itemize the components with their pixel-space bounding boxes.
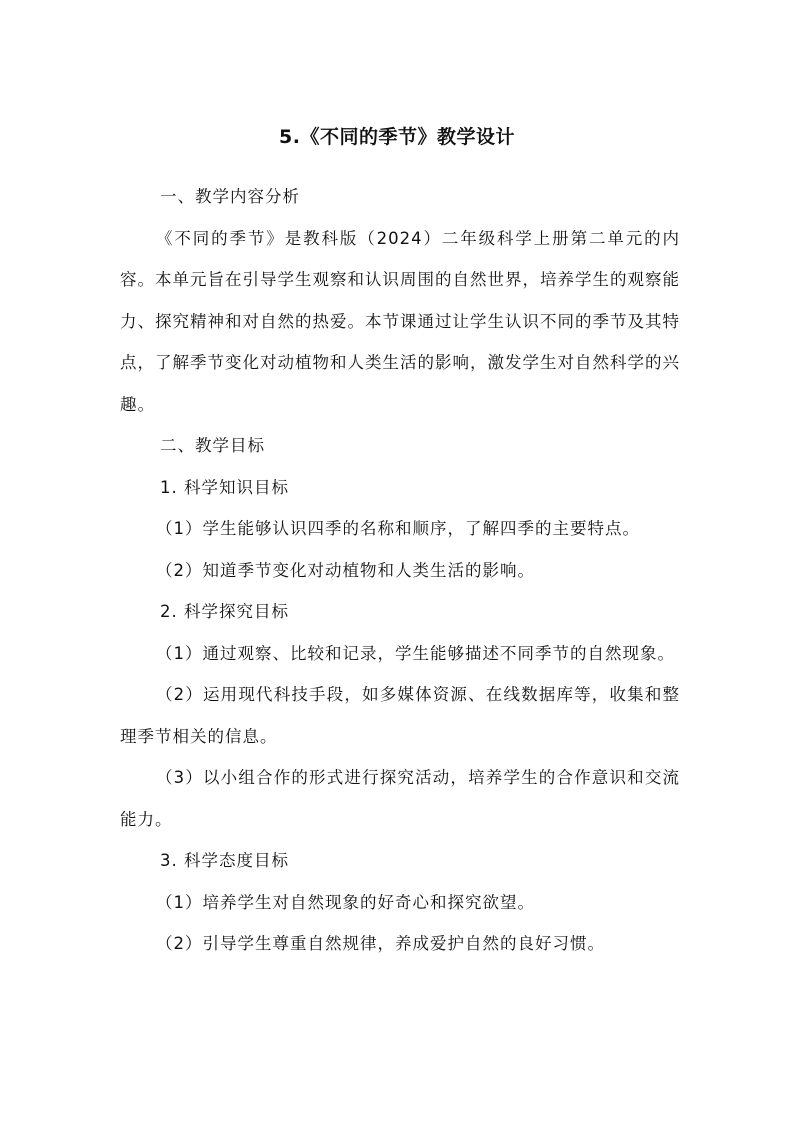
list-item-inquiry-2: （2）运用现代科技手段，如多媒体资源、在线数据库等，收集和整理季节相关的信息。: [120, 685, 680, 746]
list-item-knowledge-1: （1）学生能够认识四季的名称和顺序，了解四季的主要特点。: [156, 519, 640, 538]
paragraph-content-analysis: 《不同的季节》是教科版（2024）二年级科学上册第二单元的内容。本单元旨在引导学生观察和认识周围的自然世界，培养学生的观察能力、探究精神和对自然的热爱。本节课通过让学生认识不同的季节及其特点，了解季节变化对动植物和人类生活的影响，激发学生对自然科学的兴趣。: [120, 228, 680, 414]
list-item-inquiry-1: （1）通过观察、比较和记录，学生能够描述不同季节的自然现象。: [156, 643, 675, 663]
list-item-knowledge-2: （2）知道季节变化对动植物和人类生活的影响。: [156, 560, 535, 580]
list-item-attitude-2: （2）引导学生尊重自然规律，养成爱护自然的良好习惯。: [156, 934, 605, 953]
document-body: [120, 176, 680, 965]
list-item-attitude-1: （1）培养学生对自然现象的好奇心和探究欲望。: [156, 892, 535, 912]
section-heading-content-analysis: 一、教学内容分析: [160, 187, 300, 206]
section-heading-teaching-goals: 二、教学目标: [160, 436, 265, 455]
list-item-inquiry-3: （3）以小组合作的形式进行探究活动，培养学生的合作意识和交流能力。: [120, 768, 680, 829]
subheading-attitude-goals: 3. 科学态度目标: [160, 851, 289, 870]
subheading-knowledge-goals: 1. 科学知识目标: [160, 477, 289, 497]
subheading-inquiry-goals: 2. 科学探究目标: [160, 602, 289, 621]
document-title: 5.《不同的季节》教学设计: [279, 126, 515, 148]
